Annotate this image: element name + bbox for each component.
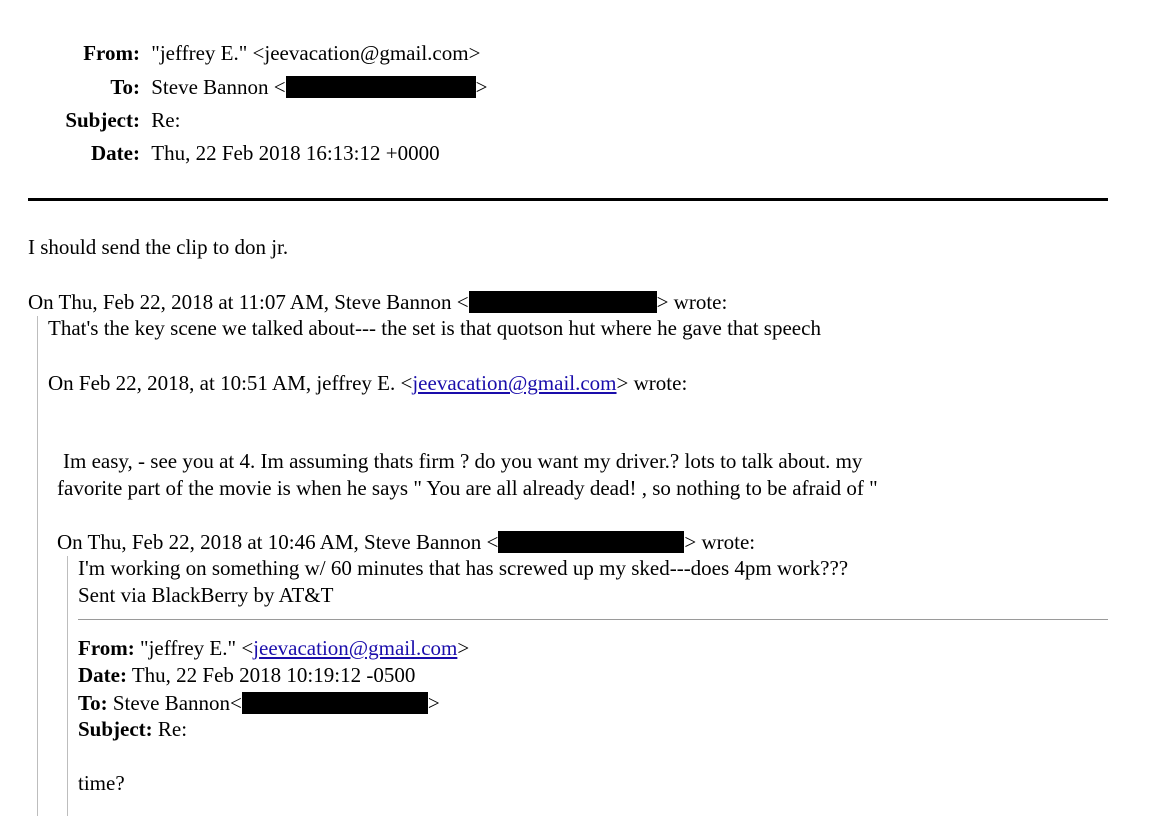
inner-from-prefix: "jeffrey E." <: [140, 636, 254, 660]
header-subject-row: [0, 110, 180, 131]
inner-to-label: To:: [78, 691, 108, 715]
quote3-line1: I'm working on something w/ 60 minutes that has screwed up my sked---does 4pm work???: [78, 556, 849, 580]
header-from-label: From:: [83, 41, 140, 65]
redaction-block: [286, 76, 476, 98]
header-to-row: [0, 76, 487, 98]
quote3-line2: Sent via BlackBerry by AT&T: [78, 583, 334, 607]
header-from-row: [0, 43, 480, 64]
inner-body-text: time?: [78, 771, 125, 795]
inner-subject-value: Re:: [157, 717, 188, 741]
email-link[interactable]: jeevacation@gmail.com: [412, 371, 617, 395]
header-subject-label: Subject:: [65, 108, 140, 132]
quote2-attribution-prefix: On Feb 22, 2018, at 10:51 AM, jeffrey E. <: [48, 371, 413, 395]
quote1-attribution-prefix: On Thu, Feb 22, 2018 at 11:07 AM, Steve Bannon <: [28, 290, 469, 314]
inner-subject-label: Subject:: [78, 717, 153, 741]
header-subject-value: Re:: [151, 108, 181, 132]
inner-from-suffix: >: [457, 636, 470, 660]
header-date-value: Thu, 22 Feb 2018 16:13:12 +0000: [151, 141, 440, 165]
quote1-attribution-suffix: > wrote:: [656, 290, 728, 314]
header-from-value: "jeffrey E." <jeevacation@gmail.com>: [151, 41, 481, 65]
inner-to-suffix: >: [427, 691, 440, 715]
header-to-label: To:: [110, 75, 140, 99]
inner-date-label: Date:: [78, 663, 127, 687]
quote3-attribution: [57, 531, 755, 553]
inner-date-row: [78, 665, 415, 686]
header-divider: [28, 198, 1108, 201]
quote-bar-level1: [37, 316, 38, 816]
email-link[interactable]: jeevacation@gmail.com: [253, 636, 458, 660]
inner-from-label: From:: [78, 636, 135, 660]
quote2-line2: favorite part of the movie is when he says " You are all already dead! , so nothing to be afraid of ": [57, 476, 878, 500]
quote1-text: That's the key scene we talked about--- the set is that quotson hut where he gave that speech: [48, 316, 821, 340]
inner-divider: [78, 619, 1108, 620]
quote2-line1: Im easy, - see you at 4. Im assuming thats firm ? do you want my driver.? lots to talk about. my: [63, 449, 863, 473]
redaction-block: [242, 692, 428, 714]
quote3-attribution-suffix: > wrote:: [684, 530, 756, 554]
inner-to-prefix: Steve Bannon<: [112, 691, 242, 715]
header-to-suffix: >: [475, 75, 488, 99]
quote2-attribution: [48, 373, 687, 394]
inner-from-row: [78, 638, 469, 659]
header-date-row: [0, 143, 440, 164]
inner-to-row: [78, 692, 440, 714]
header-to-value: Steve Bannon <: [151, 75, 286, 99]
inner-date-value: Thu, 22 Feb 2018 10:19:12 -0500: [131, 663, 416, 687]
inner-subject-row: [78, 719, 187, 740]
redaction-block: [498, 531, 684, 553]
quote1-attribution: [28, 291, 727, 313]
quote2-attribution-suffix: > wrote:: [616, 371, 688, 395]
redaction-block: [469, 291, 657, 313]
reply-text: I should send the clip to don jr.: [28, 235, 289, 259]
header-date-label: Date:: [91, 141, 140, 165]
quote-bar-level2: [67, 556, 68, 816]
quote3-attribution-prefix: On Thu, Feb 22, 2018 at 10:46 AM, Steve Bannon <: [57, 530, 499, 554]
